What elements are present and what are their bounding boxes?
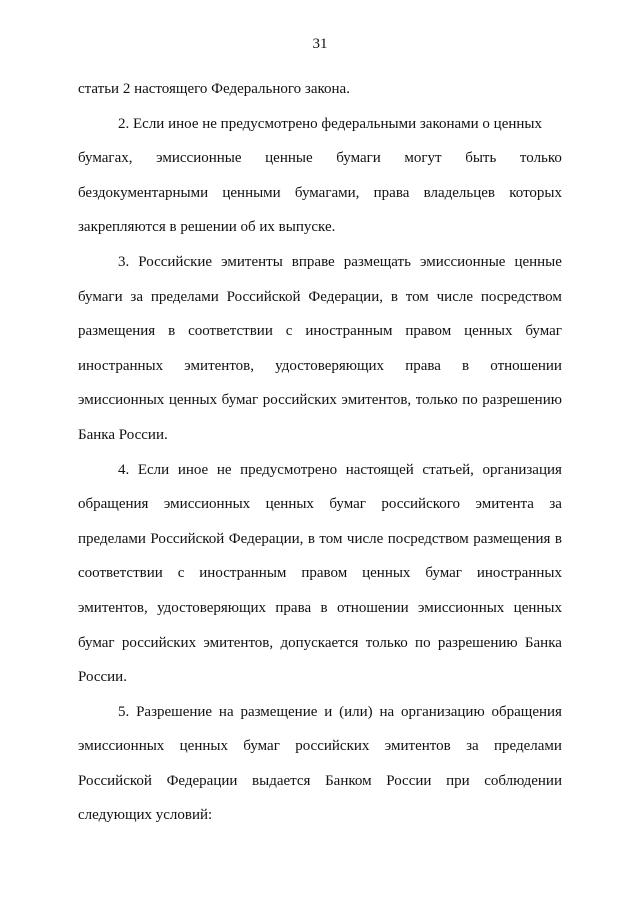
word: иностранных (78, 357, 164, 374)
word: пределами (150, 288, 219, 305)
word: российского (381, 496, 461, 513)
word: с (285, 323, 293, 340)
word: ценными (222, 184, 281, 201)
word: иностранным (305, 323, 393, 340)
word: эмиссионных (418, 599, 505, 616)
word: размещать (343, 253, 411, 270)
word: обращения (78, 496, 149, 513)
word: пределами (78, 530, 146, 547)
word: с (177, 565, 185, 582)
word: только (519, 150, 562, 167)
word: допускается (280, 634, 359, 651)
word: в (462, 357, 470, 374)
word: и (324, 703, 333, 720)
word: в (554, 530, 562, 547)
word: ценные (514, 253, 562, 270)
word: бездокументарными (78, 184, 209, 201)
word: по (462, 392, 478, 409)
paragraph-2 (78, 107, 562, 245)
word: бумагами, (294, 184, 360, 201)
word: эмиссионных (163, 496, 251, 513)
justified-line (78, 695, 562, 730)
word: эмиссионные (156, 150, 242, 167)
word: правом (405, 323, 452, 340)
justified-line (78, 176, 562, 211)
word: бумаг (425, 565, 462, 582)
word: выдается (252, 772, 311, 789)
word: ценных (464, 323, 513, 340)
word: эмитентов (384, 738, 451, 755)
word: которых (509, 184, 562, 201)
word: российских (262, 392, 337, 409)
word: ценных (513, 599, 562, 616)
paragraph-3 (78, 245, 562, 453)
word: в (390, 288, 398, 305)
word: организацию (400, 703, 485, 720)
word: эмиссионных (78, 392, 165, 409)
word: за (130, 288, 144, 305)
word: удостоверяющих (275, 357, 385, 374)
word: Российской (226, 288, 301, 305)
word: бумаг (221, 392, 259, 409)
word: отношении (490, 357, 562, 374)
word: эмитенты (221, 253, 283, 270)
paragraph-continuation (78, 72, 562, 107)
paragraph-4 (78, 453, 562, 695)
text-line: статьи 2 настоящего Федерального закона. (78, 81, 350, 97)
word: размещения (78, 323, 156, 340)
word: российских (295, 738, 370, 755)
word: эмитентов, (341, 392, 412, 409)
word: эмитентов, (203, 634, 274, 651)
word: ценные (265, 150, 313, 167)
word: Федерации, (308, 288, 383, 305)
text-line: 2. Если иное не предусмотрено федеральными законами о ценных (118, 115, 542, 132)
word: в (168, 323, 176, 340)
word: отношении (336, 599, 409, 616)
justified-line (78, 764, 562, 799)
justified-line (78, 591, 562, 626)
word: иностранным (199, 565, 287, 582)
justified-line (78, 729, 562, 764)
word: не (216, 461, 232, 478)
word: бумаги (336, 150, 381, 167)
word: российских (121, 634, 197, 651)
word: правом (301, 565, 348, 582)
word: быть (465, 150, 497, 167)
word: 3. (118, 253, 130, 270)
word: в (320, 599, 328, 616)
word: соответствии (188, 323, 273, 340)
word: могут (404, 150, 442, 167)
word: статьей, (422, 461, 474, 478)
word: только (365, 634, 408, 651)
word: 5. (118, 703, 130, 720)
word: эмиссионных (78, 738, 165, 755)
word: размещение (240, 703, 318, 720)
word: посредством (480, 288, 562, 305)
word: права (275, 599, 312, 616)
word: обращения (491, 703, 562, 720)
word: Российской (78, 772, 152, 789)
word: соответствии (78, 565, 163, 582)
word: том (319, 530, 343, 547)
justified-line (78, 453, 562, 488)
text-line: закрепляются в решении об их выпуске. (78, 219, 336, 236)
word: разрешению (437, 634, 518, 651)
paragraph-5 (78, 695, 562, 833)
text-line: следующих условий: (78, 807, 213, 824)
word: (или) (339, 703, 373, 720)
word: вправе (291, 253, 335, 270)
word: эмитента (475, 496, 534, 513)
word: Федерации (166, 772, 238, 789)
word: только (415, 392, 458, 409)
word: Если (137, 461, 170, 478)
word: том (405, 288, 429, 305)
word: права (405, 357, 441, 374)
word: Разрешение (136, 703, 213, 720)
word: на (218, 703, 234, 720)
word: Российской (150, 530, 225, 547)
word: бумаг (78, 634, 115, 651)
word: по (415, 634, 431, 651)
page-number: 31 (312, 36, 328, 52)
word: размещения (473, 530, 551, 547)
word: ценных (362, 565, 411, 582)
justified-line (78, 141, 562, 176)
word: Российские (138, 253, 213, 270)
word: иностранных (476, 565, 562, 582)
word: эмиссионные (419, 253, 506, 270)
text-line: России. (78, 669, 127, 686)
word: соблюдении (484, 772, 562, 789)
word: на (379, 703, 395, 720)
word: ценных (265, 496, 314, 513)
word: Банком (325, 772, 372, 789)
word: права (373, 184, 410, 201)
word: бумагах, (78, 150, 133, 167)
word: посредством (387, 530, 469, 547)
justified-line (78, 556, 562, 591)
word: за (466, 738, 479, 755)
justified-line (78, 522, 562, 557)
word: 4. (118, 461, 130, 478)
word: иное (177, 461, 209, 478)
word: настоящей (345, 461, 414, 478)
justified-line (78, 487, 562, 522)
word: эмитентов, (78, 599, 148, 616)
justified-line (78, 626, 562, 661)
word: организация (482, 461, 562, 478)
word: бумаг (243, 738, 280, 755)
word: в (307, 530, 315, 547)
word: ценных (168, 392, 218, 409)
word: пределами (494, 738, 562, 755)
text-line: Банка России. (78, 426, 168, 443)
word: при (446, 772, 470, 789)
word: предусмотрено (240, 461, 338, 478)
justified-line (78, 349, 562, 384)
word: Федерации, (228, 530, 304, 547)
word: разрешению (482, 392, 562, 409)
justified-line (78, 314, 562, 349)
word: бумаг (329, 496, 366, 513)
word: России (386, 772, 432, 789)
word: за (549, 496, 562, 513)
document-body (78, 72, 562, 833)
justified-line (78, 383, 562, 418)
word: бумаги (78, 288, 123, 305)
word: Банка (524, 634, 562, 651)
justified-line (78, 280, 562, 315)
word: удостоверяющих (157, 599, 267, 616)
justified-line (78, 245, 562, 280)
word: владельцев (423, 184, 496, 201)
word: эмитентов, (184, 357, 255, 374)
word: ценных (179, 738, 228, 755)
word: числе (436, 288, 474, 305)
word: бумаг (525, 323, 562, 340)
word: числе (346, 530, 384, 547)
